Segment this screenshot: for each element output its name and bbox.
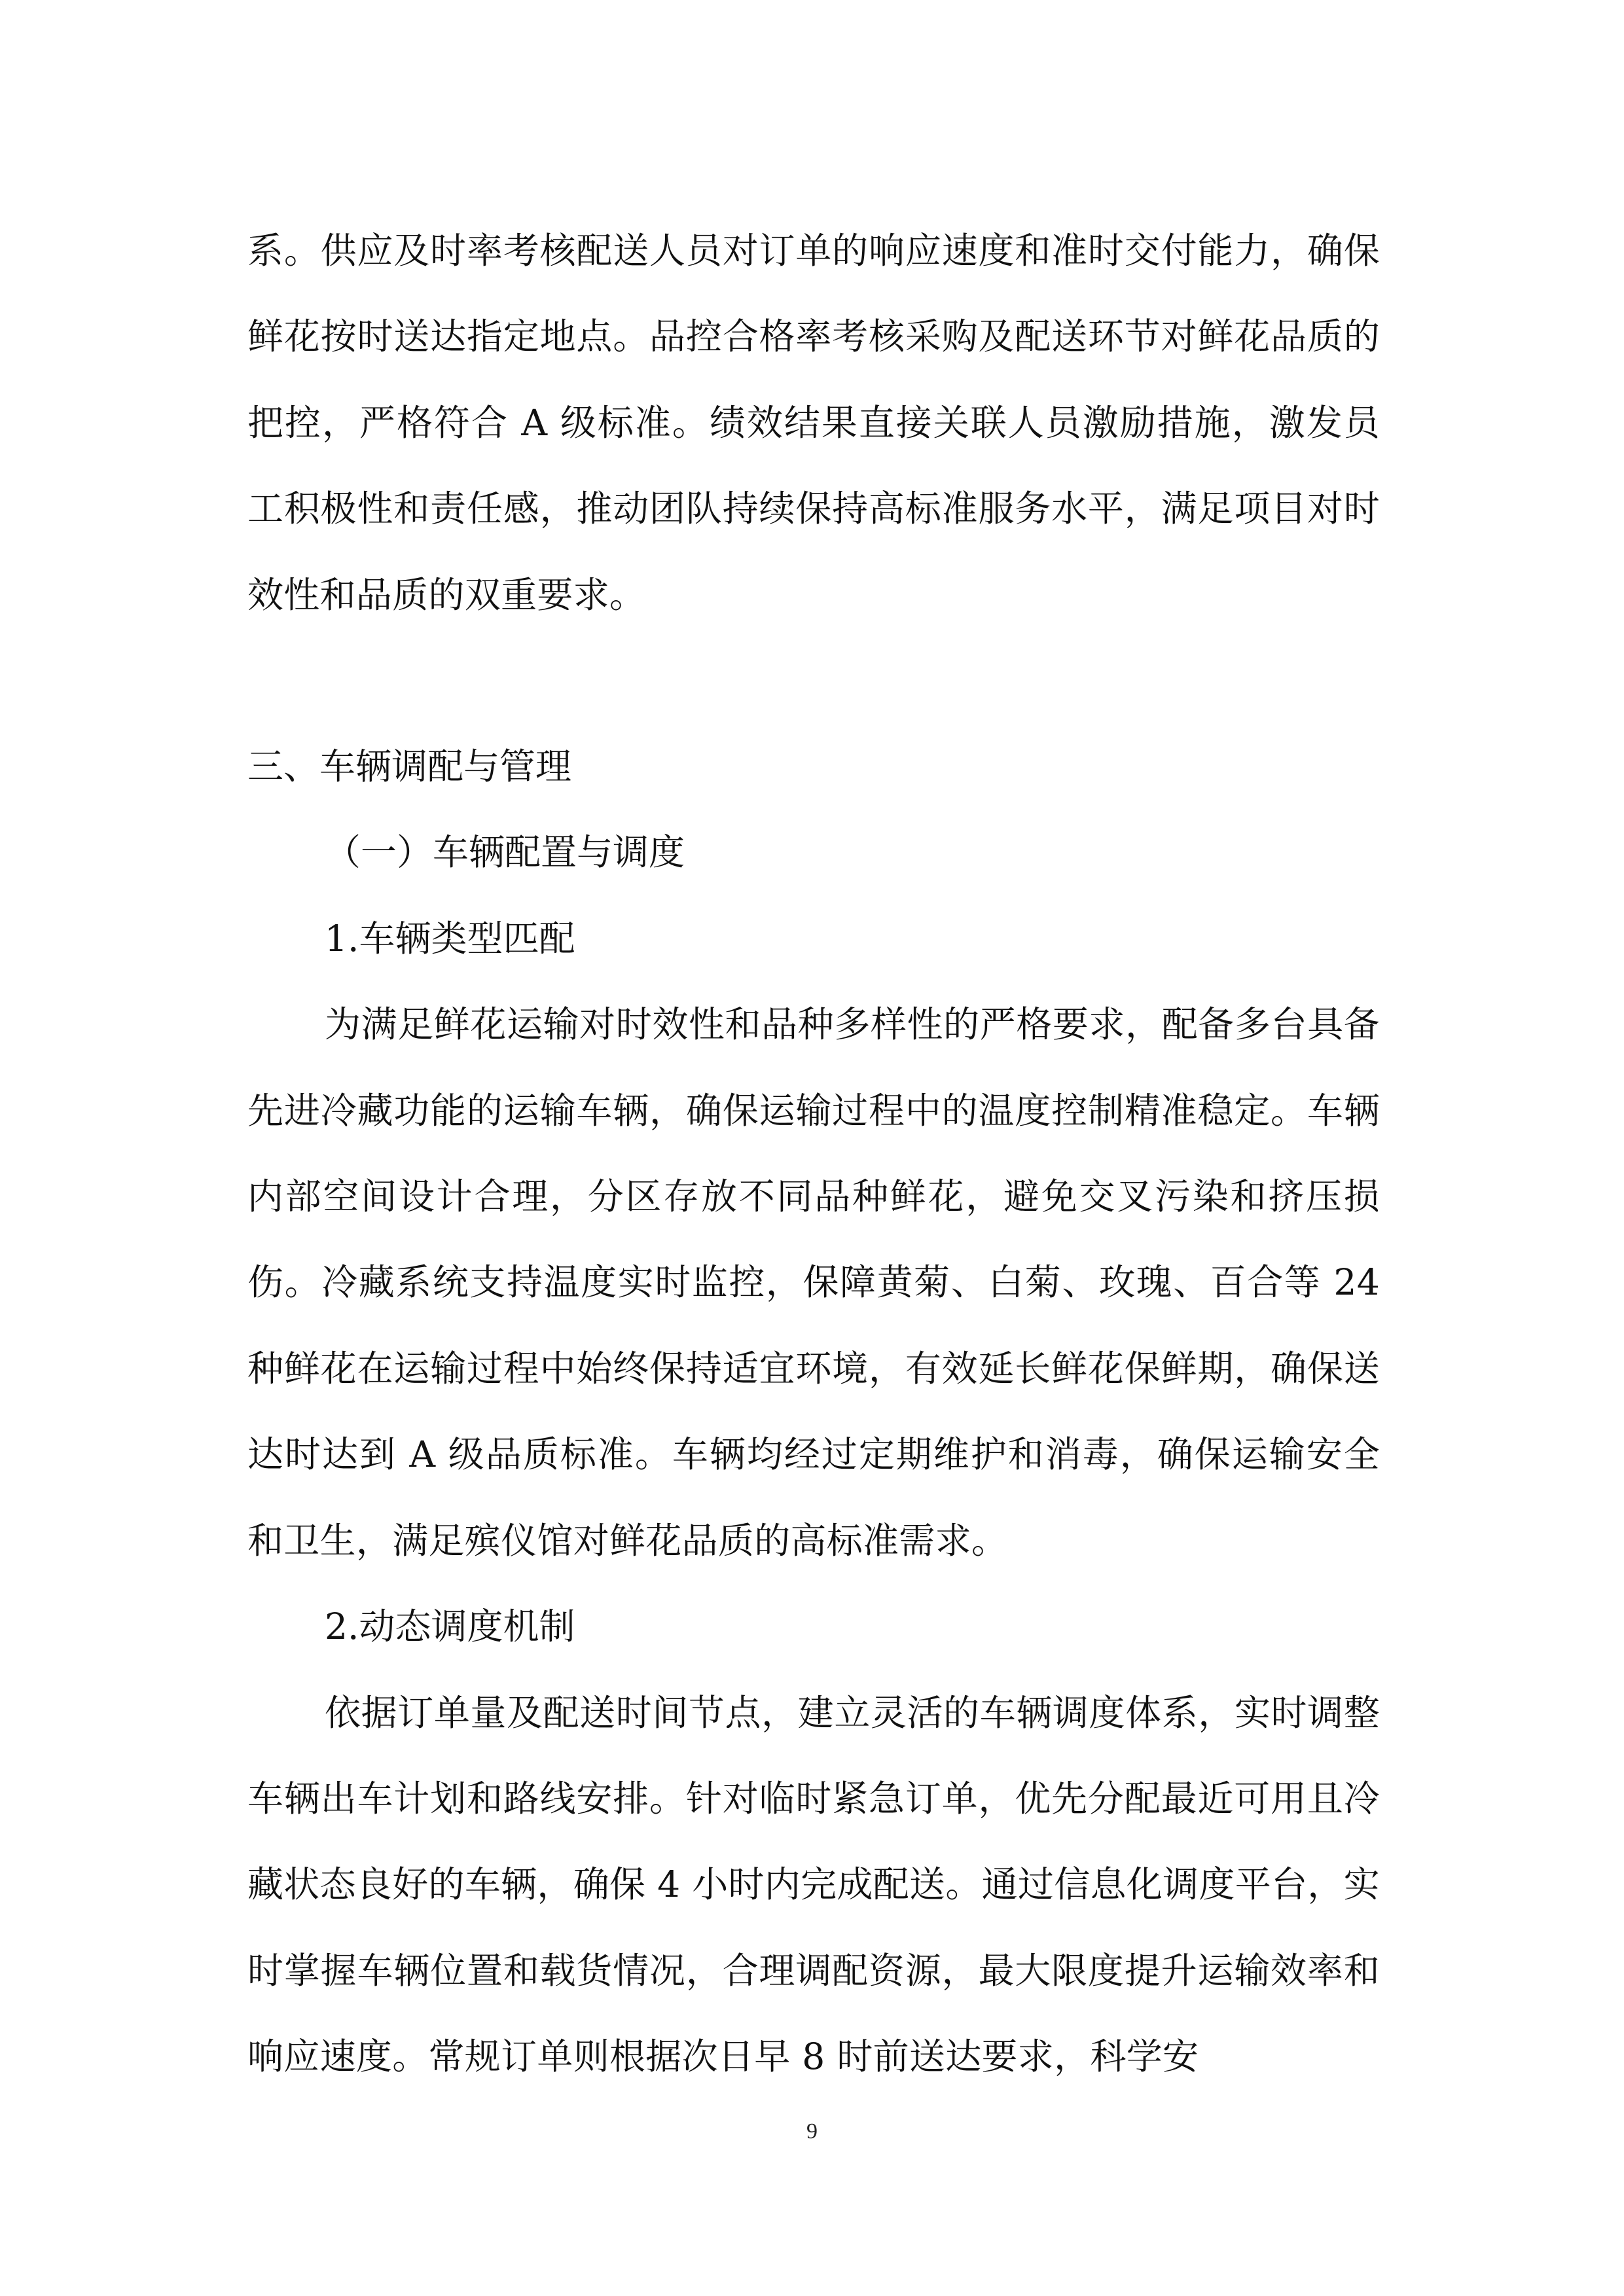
section-heading: 三、车辆调配与管理 bbox=[247, 745, 572, 788]
paragraph-dispatch: 依据订单量及配送时间节点，建立灵活的车辆调度体系，实时调整车辆出车计划和路线安排。针对临时紧急订单，优先分配最近可用且冷藏状态良好的车辆，确保 4 小时内完成配送。通过信息化调度平台，实时掌握车辆位置和载货情况，合理调配资源，最大限度提升运输效率和响应速度。常规订单则根据次日早 8 时前送达要求，科学安 bbox=[247, 1691, 1380, 2078]
item-heading-vehicle-type: 1.车辆类型匹配 bbox=[325, 917, 575, 960]
paragraph-performance-continued: 系。供应及时率考核配送人员对订单的响应速度和准时交付能力，确保鲜花按时送达指定地点。品控合格率考核采购及配送环节对鲜花品质的把控，严格符合 A 级标准。绩效结果直接关联人员激励措施，激发员工积极性和责任感，推动团队持续保持高标准服务水平，满足项目对时效性和品质的双重要求。 bbox=[247, 230, 1380, 616]
page-body bbox=[247, 208, 1380, 2100]
subsection-heading: （一）车辆配置与调度 bbox=[325, 831, 685, 874]
item-heading-dispatch: 2.动态调度机制 bbox=[325, 1605, 575, 1648]
page-number: 9 bbox=[806, 2119, 818, 2144]
paragraph-vehicle-type: 为满足鲜花运输对时效性和品种多样性的严格要求，配备多台具备先进冷藏功能的运输车辆，确保运输过程中的温度控制精准稳定。车辆内部空间设计合理，分区存放不同品种鲜花，避免交叉污染和挤压损伤。冷藏系统支持温度实时监控，保障黄菊、白菊、玫瑰、百合等 24 种鲜花在运输过程中始终保持适宜环境，有效延长鲜花保鲜期，确保送达时达到 A 级品质标准。车辆均经过定期维护和消毒，确保运输安全和卫生，满足殡仪馆对鲜花品质的高标准需求。 bbox=[247, 1003, 1380, 1562]
